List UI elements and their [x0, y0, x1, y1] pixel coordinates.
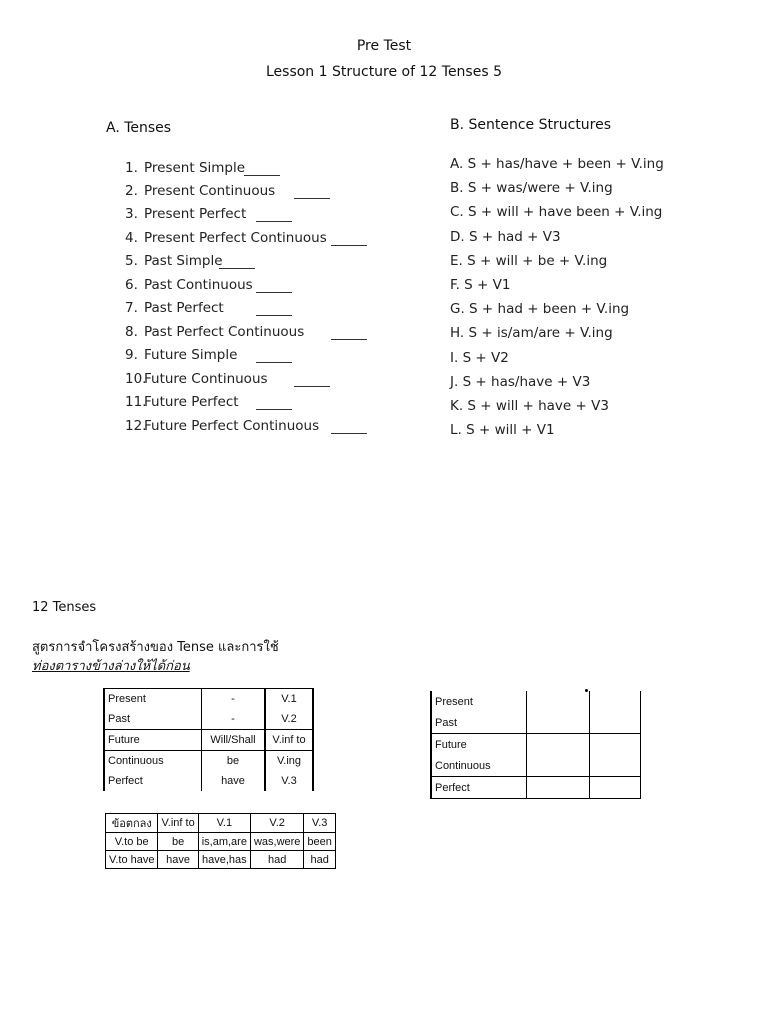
blank-structure-table [430, 691, 641, 799]
blank-table-cell[interactable] [590, 734, 641, 756]
structure-table-cell: Past [104, 709, 202, 730]
verb-table-cell: V.to have [106, 851, 158, 869]
tense-number: 1. [125, 160, 138, 176]
tense-label: Present Perfect [144, 206, 247, 222]
structure-item: A. S + has/have + been + V.ing [450, 156, 664, 172]
answer-blank[interactable] [256, 409, 292, 410]
structure-item: I. S + V2 [450, 349, 509, 366]
structure-table-row [104, 689, 313, 710]
structure-item: K. S + will + have + V3 [450, 398, 609, 414]
tense-number: 5. [125, 253, 138, 269]
tense-number: 6. [125, 277, 138, 293]
structure-item: E. S + will + be + V.ing [450, 252, 608, 269]
answer-blank[interactable] [331, 339, 367, 340]
structure-item: G. S + had + been + V.ing [450, 301, 630, 318]
tense-item [125, 277, 253, 293]
structure-table-cell: Future [104, 730, 202, 751]
structure-table-cell: V.inf to [265, 730, 313, 751]
blank-table-row [431, 712, 641, 734]
tense-number: 2. [125, 183, 138, 199]
verb-table-header-cell: V.3 [304, 814, 335, 833]
tense-number: 12. [125, 418, 147, 434]
notes-line-1: สูตรการจำโครงสร้างของ Tense และการใช้ [32, 640, 279, 655]
blank-table-row [431, 777, 641, 799]
structure-table-cell: Continuous [104, 751, 202, 772]
blank-table-cell[interactable] [590, 712, 641, 734]
structure-table-row [104, 709, 313, 730]
structure-item: B. S + was/were + V.ing [450, 180, 613, 197]
structure-item: J. S + has/have + V3 [450, 373, 591, 390]
section-a-heading: A. Tenses [106, 120, 172, 136]
section-b-heading: B. Sentence Structures [450, 117, 612, 133]
structure-item: L. S + will + V1 [450, 422, 555, 439]
verb-table-cell: had [250, 851, 303, 869]
tense-item [125, 418, 319, 434]
tense-label: Present Perfect Continuous [144, 230, 327, 246]
page-subtitle: Lesson 1 Structure of 12 Tenses 5 [265, 64, 502, 80]
blank-table-label: Present [431, 691, 527, 712]
verb-table-cell: V.to be [106, 833, 158, 851]
answer-blank[interactable] [294, 198, 330, 199]
tense-label: Present Simple [144, 160, 246, 176]
tense-label: Future Perfect [144, 394, 239, 410]
structure-item: D. S + had + V3 [450, 228, 561, 245]
structure-table-cell: - [202, 709, 266, 730]
structure-table-cell: V.ing [265, 751, 313, 772]
blank-table-cell[interactable] [590, 755, 641, 777]
structure-table-cell: Will/Shall [202, 730, 266, 751]
dot-mark [585, 689, 588, 692]
answer-blank[interactable] [244, 175, 280, 176]
blank-table-label: Perfect [431, 777, 527, 799]
tense-number: 11. [125, 394, 147, 410]
verb-table-row [106, 833, 336, 851]
page-title: Pre Test [356, 38, 412, 54]
tense-item [125, 206, 246, 222]
blank-table-label: Future [431, 734, 527, 756]
blank-table-label: Continuous [431, 755, 527, 777]
tense-label: Past Simple [144, 253, 223, 269]
structure-table-cell: V.3 [265, 771, 313, 791]
structure-table-cell: be [202, 751, 266, 772]
verb-table [105, 813, 336, 869]
blank-table-cell[interactable] [590, 691, 641, 712]
structure-item: C. S + will + have been + V.ing [450, 204, 663, 221]
blank-table-row [431, 755, 641, 777]
verb-table-cell: have [158, 851, 198, 869]
verb-table-header-cell: ข้อตกลง [106, 814, 158, 833]
structure-table-cell: V.1 [265, 689, 313, 710]
verb-table-cell: is,am,are [198, 833, 250, 851]
structure-table-cell: Perfect [104, 771, 202, 791]
tense-number: 4. [125, 230, 138, 246]
tense-item [125, 160, 245, 176]
blank-table-cell[interactable] [527, 755, 590, 777]
blank-table-label: Past [431, 712, 527, 734]
tense-item [125, 300, 224, 316]
answer-blank[interactable] [219, 268, 255, 269]
tense-item [125, 371, 268, 387]
tense-item [125, 183, 275, 199]
structure-table-row [104, 771, 313, 791]
tense-number: 9. [125, 347, 138, 363]
blank-table-cell[interactable] [527, 777, 590, 799]
blank-table-cell[interactable] [527, 691, 590, 712]
structure-table-row [104, 730, 313, 751]
verb-table-header-cell: V.inf to [158, 814, 198, 833]
tense-number: 3. [125, 206, 138, 222]
structure-table-row [104, 751, 313, 772]
structure-table-cell: V.2 [265, 709, 313, 730]
tense-number: 8. [125, 324, 138, 340]
answer-blank[interactable] [256, 221, 292, 222]
structure-table-cell: - [202, 689, 266, 710]
notes-line-2: ท่องตารางข้างล่างให้ได้ก่อน [32, 659, 190, 674]
tense-label: Future Perfect Continuous [144, 418, 320, 434]
verb-table-row [106, 851, 336, 869]
notes-heading: 12 Tenses [32, 600, 97, 615]
structure-table-cell: have [202, 771, 266, 791]
structure-item: F. S + V1 [450, 277, 511, 293]
structure-table-cell: Present [104, 689, 202, 710]
verb-table-cell: had [304, 851, 335, 869]
verb-table-cell: was,were [250, 833, 303, 851]
tense-number: 10. [125, 371, 147, 387]
structure-table [103, 688, 314, 791]
tense-label: Past Continuous [144, 277, 253, 293]
blank-table-row [431, 734, 641, 756]
tense-number: 7. [125, 300, 138, 316]
answer-blank[interactable] [331, 245, 367, 246]
verb-table-cell: have,has [198, 851, 250, 869]
blank-table-cell[interactable] [590, 777, 641, 799]
tense-item [125, 230, 327, 246]
answer-blank[interactable] [294, 386, 330, 387]
verb-table-header-cell: V.1 [198, 814, 250, 833]
answer-blank[interactable] [256, 315, 292, 316]
answer-blank[interactable] [331, 433, 367, 434]
tense-label: Past Perfect Continuous [144, 324, 305, 340]
verb-table-cell: be [158, 833, 198, 851]
verb-table-header-cell: V.2 [250, 814, 303, 833]
blank-table-cell[interactable] [527, 734, 590, 756]
tense-item [125, 253, 223, 269]
tense-label: Future Simple [144, 347, 238, 363]
answer-blank[interactable] [256, 362, 292, 363]
blank-table-row [431, 691, 641, 712]
blank-table-cell[interactable] [527, 712, 590, 734]
tense-item [125, 347, 237, 363]
tense-item [125, 324, 304, 340]
answer-blank[interactable] [256, 292, 292, 293]
verb-table-cell: been [304, 833, 335, 851]
structure-item: H. S + is/am/are + V.ing [450, 325, 613, 342]
tense-label: Past Perfect [144, 300, 224, 316]
tense-label: Present Continuous [144, 183, 276, 199]
tense-item [125, 394, 239, 410]
tense-label: Future Continuous [144, 371, 268, 387]
